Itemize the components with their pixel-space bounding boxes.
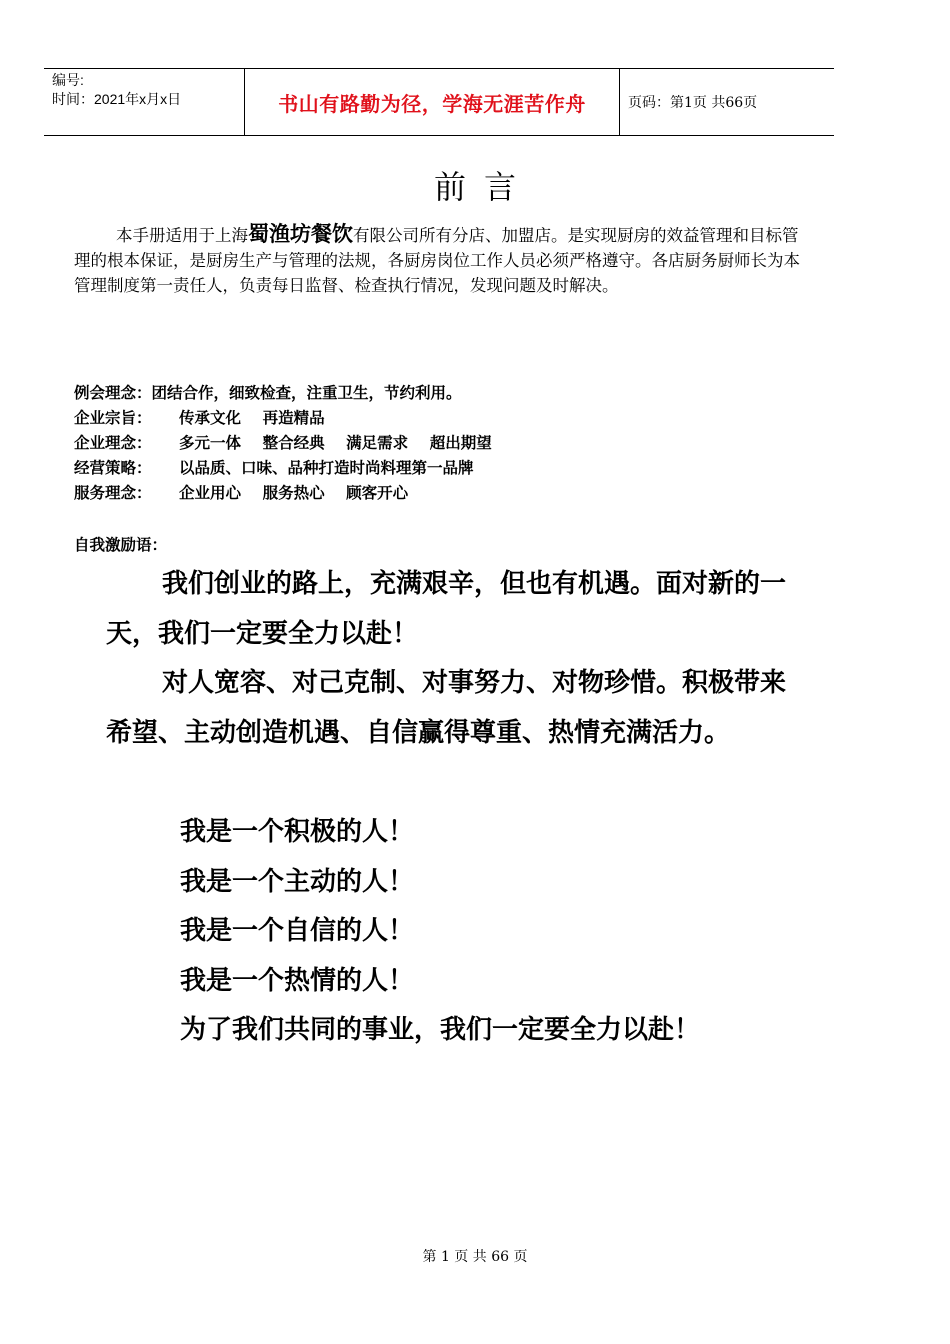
concept-value: 多元一体 整合经典 满足需求 超出期望 (179, 434, 492, 452)
motto-heading: 自我激励语： (74, 536, 168, 554)
motto-paragraph: 对人宽容、对己克制、对事努力、对物珍惜。积极带来希望、主动创造机遇、自信赢得尊重、热情充满活力。 (106, 668, 787, 748)
page-header (44, 68, 834, 136)
motto-paragraph: 我们创业的路上，充满艰辛，但也有机遇。面对新的一天，我们一定要全力以赴！ (106, 569, 787, 649)
page-footer: 第 1 页 共 66 页 (422, 1249, 528, 1265)
concept-label: 例会理念： (74, 384, 152, 402)
company-brand-name: 蜀渔坊餐饮 (248, 222, 353, 246)
pledge-line: 为了我们共同的事业，我们一定要全力以赴！ (180, 1015, 701, 1046)
intro-text-end: 有限公司所有分店、加盟店。是实现厨房的效益管理和目标管理的根本保证，是厨房生产与管理的法规，各厨房岗位工作人员必须严格遵守。各店厨务厨师长为本管理制度第一责任人，负责每日监督、检查执行情况，发现问题及时解决。 (74, 226, 800, 295)
concept-label: 企业宗旨： (74, 409, 152, 427)
concept-value: 企业用心 服务热心 顾客开心 (179, 484, 409, 502)
concept-row-philosophy (74, 431, 834, 456)
page-title: 前言 (433, 168, 534, 206)
document-date: 时间：2021年x月x日 (52, 91, 182, 107)
pledge-list (180, 808, 700, 1056)
pledge-line: 我是一个积极的人！ (180, 817, 415, 847)
concept-value: 传承文化 再造精品 (179, 409, 325, 427)
concept-row-purpose (74, 406, 834, 431)
concepts-list (74, 381, 834, 506)
concept-row-strategy (74, 456, 834, 481)
concept-label: 服务理念： (74, 484, 152, 502)
header-slogan: 书山有路勤为径，学海无涯苦作舟 (245, 69, 620, 135)
header-page-info: 页码：第1页 共66页 (628, 95, 758, 111)
header-meta (44, 69, 245, 135)
pledge-line: 我是一个自信的人！ (180, 916, 415, 947)
concept-row-meeting (74, 381, 834, 406)
concept-label: 企业理念： (74, 434, 152, 452)
pledge-line: 我是一个热情的人！ (180, 965, 415, 996)
motto-paragraphs (106, 560, 806, 758)
concept-label: 经营策略： (74, 459, 152, 477)
concept-value: 团结合作，细致检查，注重卫生，节约利用。 (151, 384, 462, 402)
document-code-label: 编号: (52, 72, 84, 88)
concept-value: 以品质、口味、品种打造时尚料理第一品牌 (179, 459, 474, 477)
intro-text-start: 本手册适用于上海 (116, 226, 248, 245)
pledge-line: 我是一个主动的人！ (180, 866, 415, 897)
intro-paragraph (74, 222, 808, 298)
concept-row-service (74, 481, 834, 506)
